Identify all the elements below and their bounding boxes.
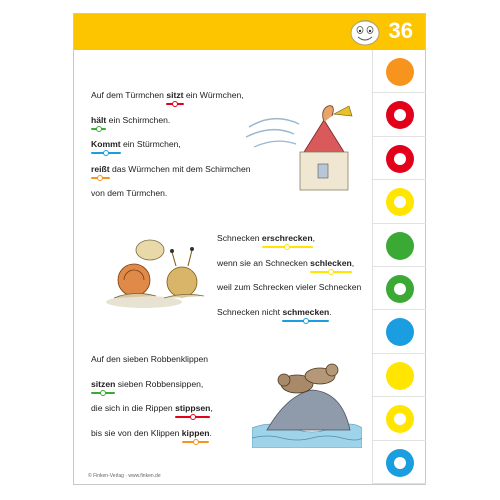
highlighted-verb: sitzt — [166, 90, 183, 100]
poem-text: Schnecken — [217, 233, 262, 243]
sidebar-slot — [373, 93, 426, 136]
tower-worm-illustration — [244, 102, 364, 194]
color-dot-icon — [386, 145, 414, 173]
footer-copyright: © Finken-Verlag · www.finken.de — [88, 473, 161, 479]
poem-line — [91, 379, 203, 389]
highlighted-verb: schlecken — [310, 258, 352, 268]
poem-line — [91, 354, 208, 364]
highlighted-verb: reißt — [91, 164, 110, 174]
highlighted-verb: hält — [91, 115, 106, 125]
verb-underline — [91, 392, 115, 394]
poem-text: ein Stürmchen, — [120, 139, 181, 149]
sidebar-slot — [373, 441, 426, 484]
poem-text: . — [209, 427, 212, 438]
poem-text: ein Würmchen, — [183, 90, 244, 100]
verb-underline — [91, 152, 121, 154]
color-dot-icon — [386, 58, 414, 86]
poem-text: weil zum Schrecken vieler Schnecken — [217, 282, 362, 292]
poem-line — [91, 403, 213, 413]
sidebar-slot — [373, 397, 426, 440]
poem-line — [217, 307, 332, 317]
sidebar-slot — [373, 310, 426, 353]
highlighted-verb: Kommt — [91, 139, 121, 149]
smiley-face-icon — [348, 17, 382, 47]
poem-text: ein Schirmchen. — [106, 114, 171, 125]
poem-line — [91, 115, 170, 125]
verb-underline — [262, 246, 313, 248]
color-dot-icon — [386, 405, 414, 433]
poem-text: , — [312, 233, 315, 243]
poem-text: sieben Robbensippen, — [115, 378, 204, 389]
highlighted-verb: stippsen — [175, 403, 210, 413]
highlighted-verb: sitzen — [91, 379, 115, 389]
sidebar-slot — [373, 224, 426, 267]
poem-text: , — [210, 403, 213, 413]
sidebar-slot — [373, 267, 426, 310]
poem-text: die sich in die Rippen — [91, 403, 176, 413]
page-number: 36 — [388, 18, 413, 43]
sidebar-slot — [373, 180, 426, 223]
highlighted-verb: kippen — [182, 428, 210, 438]
poem-text: das Würmchen mit dem Schirmchen — [109, 163, 251, 174]
seals-on-rock-illustration — [252, 350, 362, 448]
snails-illustration — [104, 232, 212, 312]
color-dot-icon — [386, 232, 414, 260]
poem-line — [91, 428, 212, 438]
poem-text: von dem Türmchen. — [91, 188, 168, 198]
poem-text: Auf den sieben Robbenklippen — [91, 354, 209, 364]
worksheet-page — [73, 13, 426, 485]
poem-text: . — [329, 306, 332, 317]
verb-underline — [166, 103, 183, 105]
verb-underline — [91, 128, 106, 130]
color-dot-sidebar — [372, 50, 426, 484]
verb-underline — [282, 320, 329, 322]
page-header — [74, 14, 425, 50]
color-dot-icon — [386, 449, 414, 477]
poem-line — [91, 90, 244, 100]
poem-line — [91, 139, 181, 149]
poem-line — [91, 164, 251, 174]
color-dot-icon — [386, 188, 414, 216]
color-dot-icon — [386, 362, 414, 390]
color-dot-icon — [386, 101, 414, 129]
poem-line — [91, 188, 167, 198]
verb-underline — [182, 441, 210, 443]
verb-underline — [310, 271, 352, 273]
verb-underline — [175, 416, 210, 418]
poem-text: wenn sie an Schnecken — [217, 257, 311, 268]
color-dot-icon — [386, 318, 414, 346]
sidebar-slot — [373, 354, 426, 397]
poem-text: bis sie von den Klippen — [91, 427, 182, 438]
verb-underline — [91, 177, 110, 179]
poem-text: Auf dem Türmchen — [91, 90, 167, 100]
color-dot-icon — [386, 275, 414, 303]
poem-line — [217, 282, 361, 292]
sidebar-slot — [373, 137, 426, 180]
poem-text: Schnecken nicht — [217, 306, 283, 317]
poem-line — [217, 258, 354, 268]
sidebar-slot — [373, 50, 426, 93]
poem-text: , — [351, 257, 355, 268]
highlighted-verb: schmecken — [282, 307, 329, 317]
highlighted-verb: erschrecken — [262, 233, 313, 243]
poem-line — [217, 233, 315, 243]
